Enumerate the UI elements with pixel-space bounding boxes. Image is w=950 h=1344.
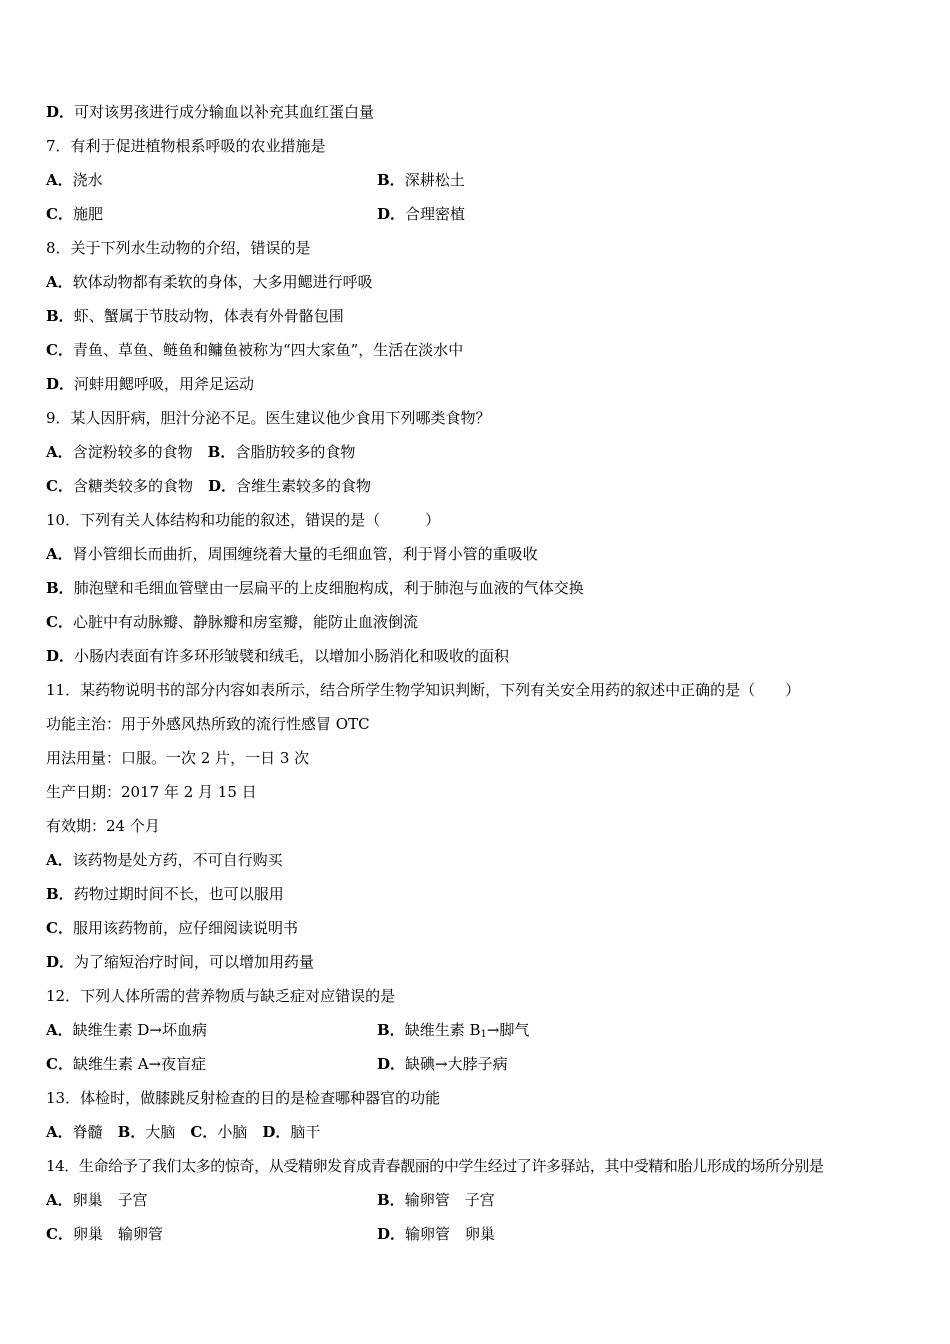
q12-option-c: C．缺维生素 A→夜盲症 xyxy=(46,1055,207,1073)
q11-option-c: C．服用该药物前，应仔细阅读说明书 xyxy=(46,919,298,937)
q8-option-c: C．青鱼、草鱼、鲢鱼和鳙鱼被称为“四大家鱼”，生活在淡水中 xyxy=(46,341,464,359)
q8-stem: 8．关于下列水生动物的介绍，错误的是 xyxy=(46,239,311,257)
q11-info-production-date: 生产日期：2017 年 2 月 15 日 xyxy=(46,783,257,801)
q11-option-a: A．该药物是处方药，不可自行购买 xyxy=(46,851,283,869)
q9-stem: 9．某人因肝病，胆汁分泌不足。医生建议他少食用下列哪类食物？ xyxy=(46,409,491,427)
q9-options-cd: C．含糖类较多的食物 D．含维生素较多的食物 xyxy=(46,477,372,495)
q14-option-d: D．输卵管 卵巢 xyxy=(377,1225,496,1243)
q7-option-d: D．合理密植 xyxy=(377,205,466,223)
q9-options-ab: A．含淀粉较多的食物 B．含脂肪较多的食物 xyxy=(46,443,356,461)
q11-info-dosage: 用法用量：口服。一次 2 片，一日 3 次 xyxy=(46,749,310,767)
q13-options: A．脊髓 B．大脑 C．小脑 D．脑干 xyxy=(46,1123,321,1141)
q12-option-a: A．缺维生素 D→坏血病 xyxy=(46,1021,208,1039)
q11-option-d: D．为了缩短治疗时间，可以增加用药量 xyxy=(46,953,315,971)
q7-option-a: A．浇水 xyxy=(46,171,103,189)
q8-option-a: A．软体动物都有柔软的身体，大多用鳃进行呼吸 xyxy=(46,273,373,291)
q11-option-b: B．药物过期时间不长，也可以服用 xyxy=(46,885,284,903)
q7-option-c: C．施肥 xyxy=(46,205,103,223)
q6-option-d: D．可对该男孩进行成分输血以补充其血红蛋白量 xyxy=(46,103,375,121)
q8-option-b: B．虾、蟹属于节肢动物，体表有外骨骼包围 xyxy=(46,307,344,325)
q11-info-function: 功能主治：用于外感风热所致的流行性感冒 OTC xyxy=(46,715,370,733)
q10-stem: 10．下列有关人体结构和功能的叙述，错误的是（ ） xyxy=(46,511,441,529)
q12-option-d: D．缺碘→大脖子病 xyxy=(377,1055,508,1073)
q13-stem: 13．体检时，做膝跳反射检查的目的是检查哪种器官的功能 xyxy=(46,1089,441,1107)
q11-info-validity: 有效期：24 个月 xyxy=(46,817,160,835)
q10-option-d: D．小肠内表面有许多环形皱襞和绒毛，以增加小肠消化和吸收的面积 xyxy=(46,647,510,665)
q7-option-b: B．深耕松土 xyxy=(377,171,465,189)
q11-stem: 11．某药物说明书的部分内容如表所示，结合所学生物学知识判断，下列有关安全用药的叙述中正确的是（ ） xyxy=(46,681,801,699)
q10-option-b: B．肺泡壁和毛细血管壁由一层扁平的上皮细胞构成，利于肺泡与血液的气体交换 xyxy=(46,579,584,597)
q14-option-c: C．卵巢 输卵管 xyxy=(46,1225,163,1243)
q10-option-c: C．心脏中有动脉瓣、静脉瓣和房室瓣，能防止血液倒流 xyxy=(46,613,418,631)
q7-stem: 7．有利于促进植物根系呼吸的农业措施是 xyxy=(46,137,326,155)
q10-option-a: A．肾小管细长而曲折，周围缠绕着大量的毛细血管，利于肾小管的重吸收 xyxy=(46,545,538,563)
q12-stem: 12．下列人体所需的营养物质与缺乏症对应错误的是 xyxy=(46,987,396,1005)
q14-option-b: B．输卵管 子宫 xyxy=(377,1191,495,1209)
q14-stem: 14．生命给予了我们太多的惊奇，从受精卵发育成青春靓丽的中学生经过了许多驿站，其中受精和胎儿形成的场所分别是 xyxy=(46,1157,824,1175)
q12-option-b: B．缺维生素 $B_1\to$脚气 xyxy=(377,1021,530,1040)
q14-option-a: A．卵巢 子宫 xyxy=(46,1191,148,1209)
q8-option-d: D．河蚌用鳃呼吸，用斧足运动 xyxy=(46,375,255,393)
